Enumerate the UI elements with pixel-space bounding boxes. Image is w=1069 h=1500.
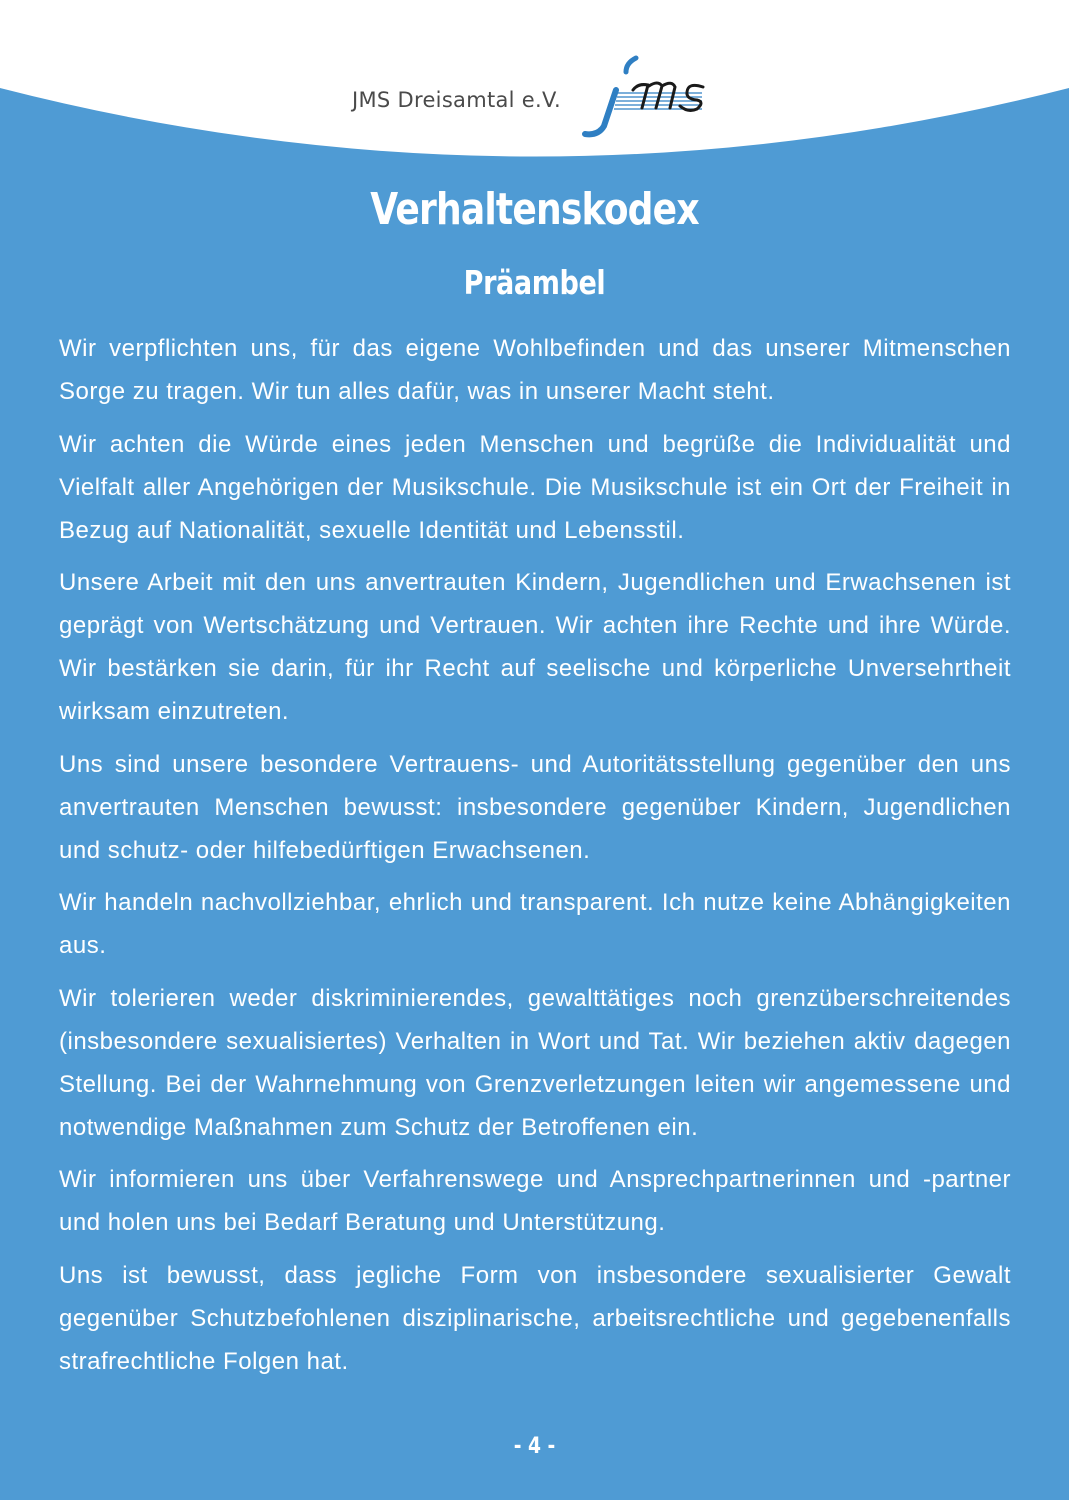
paragraph: Wir verpflichten uns, für das eigene Wohlbefinden und das unserer Mitmenschen Sorge zu tragen. Wir tun alles dafür, was in unserer Macht steht.	[59, 335, 1011, 405]
paragraph: Uns sind unsere besondere Vertrauens- und Autoritätsstellung gegenüber den uns anvertrauten Menschen bewusst: insbesondere gegenüber Kindern, Jugendlichen und schutz- oder hilfebedürftigen Erwachsenen.	[59, 750, 1011, 864]
logo-wordmark	[600, 68, 683, 118]
page-number: - 4 -	[513, 1434, 556, 1459]
section-title: Präambel	[463, 263, 606, 302]
paragraph: Wir achten die Würde eines jeden Menschen und begrüße die Individualität und Vielfalt aller Angehörigen der Musikschule. Die Musikschule ist ein Ort der Freiheit in Bezug auf Nationalität, sexuelle Identität und Lebensstil.	[59, 430, 1011, 544]
paragraph: Wir handeln nachvollziehbar, ehrlich und transparent. Ich nutze keine Abhängigkeiten aus.	[59, 889, 1011, 959]
page-title: Verhaltenskodex	[370, 184, 699, 235]
paragraph: Wir informieren uns über Verfahrenswege und Ansprechpartnerinnen und -partner und holen uns bei Bedarf Beratung und Unterstützung.	[59, 1166, 1011, 1236]
paragraph: Unsere Arbeit mit den uns anvertrauten Kindern, Jugendlichen und Erwachsenen ist geprägt von Wertschätzung und Vertrauen. Wir achten ihre Rechte und ihre Würde. Wir bestärken sie darin, für ihr Recht auf seelische und körperliche Unversehrtheit wirksam einzutreten.	[59, 569, 1011, 725]
paragraph: Uns ist bewusst, dass jegliche Form von insbesondere sexualisierter Gewalt gegenüber Schutzbefohlenen disziplinarische, arbeitsrechtliche und gegebenenfalls strafrechtliche Folgen hat.	[59, 1261, 1011, 1375]
paragraph: Wir tolerieren weder diskriminierendes, gewalttätiges noch grenzüberschreitendes (insbesondere sexualisiertes) Verhalten in Wort und Tat. Wir beziehen aktiv dagegen Stellung. Bei der Wahrnehmung von Grenzverletzungen leiten wir angemessene und notwendige Maßnahmen zum Schutz der Betroffenen ein.	[59, 984, 1011, 1141]
organization-name: JMS Dreisamtal e.V.	[352, 88, 561, 112]
preamble-text	[59, 327, 1011, 1392]
